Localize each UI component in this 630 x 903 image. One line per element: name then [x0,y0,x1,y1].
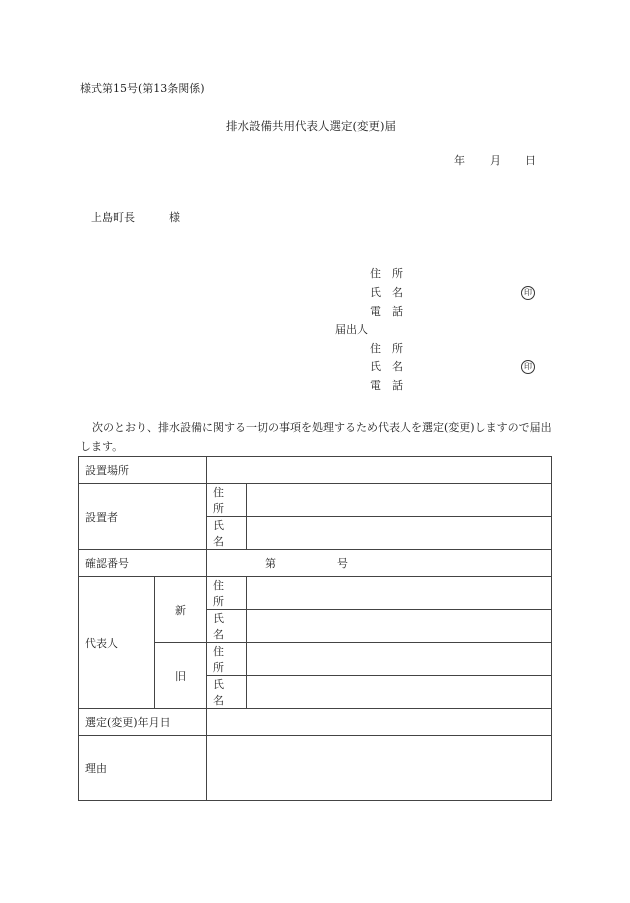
row-selection-date [79,709,552,736]
old-address-label: 住所 [207,643,247,676]
date-year-label: 年 [454,154,465,167]
confirmation-number-field[interactable] [207,550,552,577]
addressee-name: 上島町長 [91,211,135,224]
applicant2-address-label: 住所 [370,342,414,355]
row-installer-address [79,484,552,517]
new-label: 新 [155,577,207,643]
installation-site-field[interactable] [207,457,552,484]
new-name-field[interactable] [247,610,552,643]
row-confirmation-number [79,550,552,577]
applicant1-name-label: 氏名 [370,286,414,299]
old-name-label: 氏名 [207,676,247,709]
applicant1-address-label: 住所 [370,267,414,280]
row-reason [79,736,552,801]
label-text: 設置場所 [85,464,129,477]
new-name-label: 氏名 [207,610,247,643]
addressee-honorific: 様 [169,211,180,224]
installer-name-label: 氏名 [207,517,247,550]
installer-address-label: 住所 [207,484,247,517]
selection-date-field[interactable] [207,709,552,736]
go-label: 号 [337,557,348,570]
new-address-field[interactable] [247,577,552,610]
applicant2-phone-label: 電話 [370,379,414,392]
row-installation-site [79,457,552,484]
notifier-label: 届出人 [335,323,368,336]
selection-date-label: 選定(変更)年月日 [79,709,207,736]
row-representative-new-address [79,577,552,610]
confirmation-number-label: 確認番号 [79,550,207,577]
date-day-label: 日 [525,154,536,167]
body-paragraph: 次のとおり、排水設備に関する一切の事項を処理するため代表人を選定(変更)しますので届出します。 [80,421,552,453]
seal-mark-2: 印 [521,360,535,374]
old-name-field[interactable] [247,676,552,709]
installer-label: 設置者 [79,484,207,550]
dai-label: 第 [265,557,276,570]
installer-address-field[interactable] [247,484,552,517]
addressee [91,212,180,223]
date-month-label: 月 [490,154,501,167]
seal-mark-1: 印 [521,286,535,300]
form-number: 様式第15号(第13条関係) [80,82,205,95]
applicant1-phone-label: 電話 [370,305,414,318]
reason-label: 理由 [79,736,207,801]
document-title: 排水設備共用代表人選定(変更)届 [226,119,396,133]
old-label: 旧 [155,643,207,709]
installation-site-label [79,457,207,484]
old-address-field[interactable] [247,643,552,676]
application-table [78,456,552,801]
installer-name-field[interactable] [247,517,552,550]
applicant2-name-label: 氏名 [370,360,414,373]
new-address-label: 住所 [207,577,247,610]
reason-field[interactable] [207,736,552,801]
representative-label: 代表人 [79,577,155,709]
